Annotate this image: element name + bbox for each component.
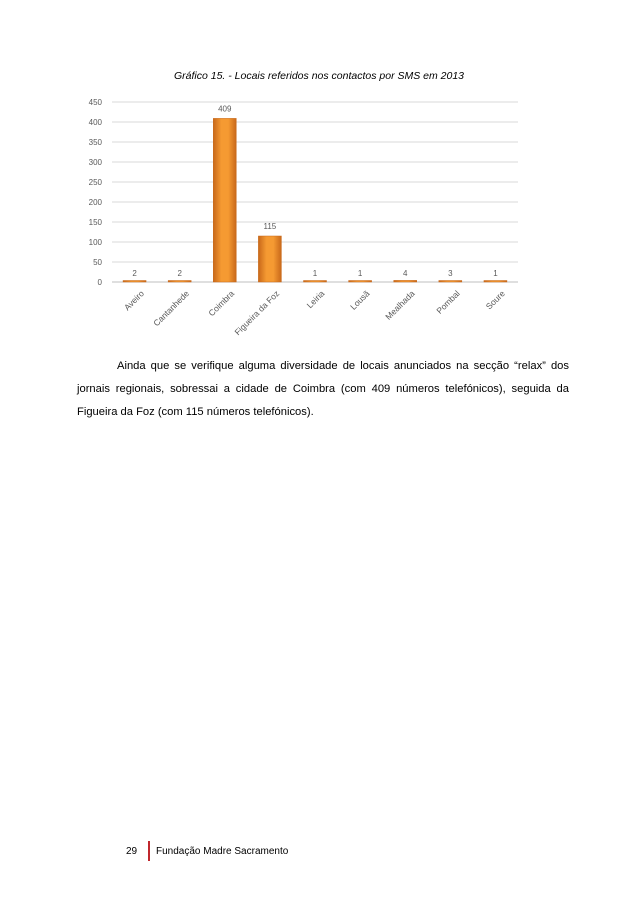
- data-label: 1: [312, 269, 318, 278]
- y-tick-label: 450: [88, 98, 102, 107]
- bar: [168, 281, 191, 283]
- x-tick-label: Mealhada: [383, 288, 417, 322]
- data-label: 409: [218, 104, 232, 114]
- bar: [394, 280, 417, 282]
- footer-organization: Fundação Madre Sacramento: [156, 845, 289, 857]
- page-number: 29: [126, 845, 138, 857]
- x-tick-label: Aveiro: [121, 288, 146, 313]
- x-tick-label: Coimbra: [206, 288, 237, 319]
- bar: [304, 281, 327, 283]
- x-tick-label: Figueira da Foz: [232, 288, 282, 338]
- data-label: 4: [402, 269, 408, 278]
- data-label: 1: [493, 269, 498, 278]
- bar: [349, 281, 372, 283]
- x-tick-label: Lousã: [348, 288, 372, 312]
- data-label: 115: [263, 222, 277, 231]
- x-tick-label: Cantanhede: [151, 288, 192, 329]
- data-label: 3: [448, 269, 453, 278]
- y-tick-label: 350: [88, 138, 102, 147]
- chart-title: Gráfico 15. - Locais referidos nos contactos por SMS em 2013: [173, 70, 465, 82]
- y-tick-label: 250: [88, 178, 102, 187]
- y-tick-label: 150: [88, 218, 102, 227]
- data-label: 2: [177, 269, 182, 278]
- bar-chart: [0, 0, 638, 350]
- y-tick-label: 100: [88, 238, 102, 247]
- y-tick-label: 400: [88, 118, 102, 127]
- y-tick-label: 0: [97, 278, 102, 287]
- data-label: 2: [132, 269, 137, 278]
- page-footer: [126, 842, 288, 860]
- body-paragraph: [77, 355, 569, 424]
- bar: [213, 118, 236, 282]
- paragraph-text: Ainda que se verifique alguma diversidade de locais anunciados na secção “relax” dos jornais regionais, sobressai a cidade de Coimbra (com 409 números telefónicos), seguida da Figueira da Foz (com 115 números telefónicos).: [77, 360, 569, 418]
- data-label: 1: [357, 269, 363, 278]
- footer-accent-bar: [148, 841, 150, 861]
- bar: [484, 281, 507, 283]
- bar: [439, 281, 462, 283]
- x-tick-label: Soure: [483, 288, 507, 312]
- x-tick-label: Pombal: [434, 288, 462, 316]
- x-tick-label: Leiria: [304, 288, 327, 311]
- y-tick-label: 200: [88, 198, 102, 207]
- y-tick-label: 300: [88, 158, 102, 167]
- bar: [123, 281, 146, 283]
- y-tick-label: 50: [93, 258, 102, 267]
- bar: [258, 236, 281, 282]
